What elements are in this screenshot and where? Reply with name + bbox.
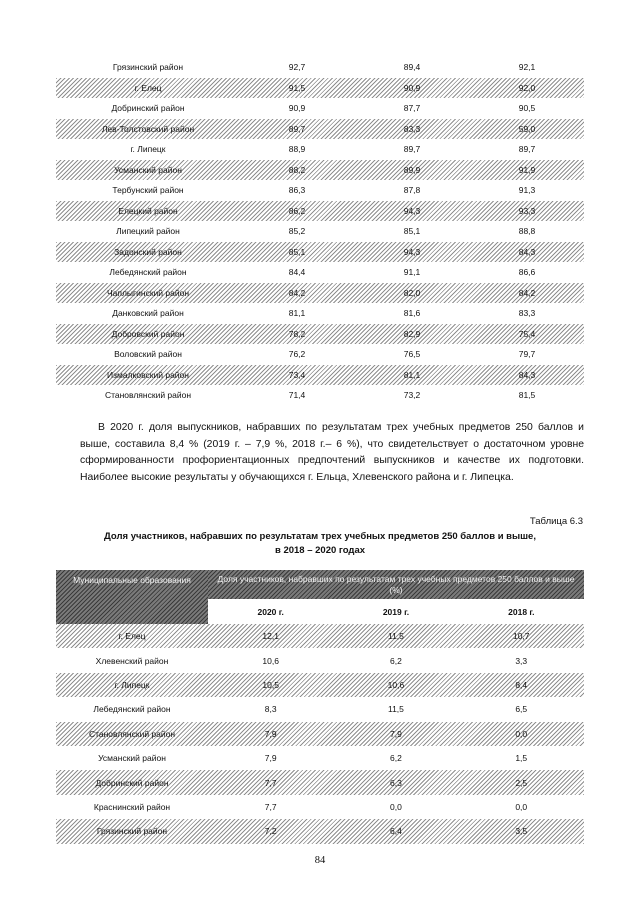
- table-row: [56, 283, 584, 304]
- value-cell: 78,2: [288, 328, 306, 339]
- district-name: г. Липецк: [114, 679, 150, 690]
- district-name: Становлянский район: [88, 728, 176, 739]
- value-cell: 2,5: [515, 777, 528, 788]
- district-name: г. Елец: [134, 82, 162, 93]
- value-cell: 10,5: [262, 679, 279, 690]
- value-cell: 3,5: [515, 826, 528, 837]
- table-row: [56, 242, 584, 263]
- table-row: [56, 648, 584, 672]
- table-row: [56, 722, 584, 746]
- district-name: Грязинский район: [96, 826, 168, 837]
- header-share: Доля участников, набравших по результатам трех учебных предметов 250 баллов и выше (%): [208, 570, 584, 599]
- table-title: [70, 530, 570, 557]
- value-cell: 10,6: [262, 655, 279, 666]
- value-cell: 89,7: [288, 123, 306, 134]
- value-cell: 6,5: [515, 704, 528, 715]
- value-cell: 73,2: [403, 390, 421, 401]
- district-name: Хлевенский район: [95, 655, 169, 666]
- value-cell: 81,1: [288, 308, 306, 319]
- value-cell: 0,0: [515, 801, 528, 812]
- value-cell: 0,0: [390, 801, 402, 812]
- value-cell: 7,9: [264, 753, 277, 764]
- district-name: Лебедянский район: [109, 267, 187, 278]
- value-cell: 81,1: [403, 369, 421, 380]
- value-cell: 11,5: [387, 704, 404, 715]
- district-name: Задонский район: [114, 246, 182, 257]
- table-row: [56, 697, 584, 721]
- table-title-line-1: Доля участников, набравших по результатам трех учебных предметов 250 баллов и выше,: [104, 531, 536, 542]
- value-cell: 83,3: [518, 308, 536, 319]
- value-cell: 79,7: [518, 349, 536, 360]
- value-cell: 6,4: [390, 826, 402, 837]
- value-cell: 87,8: [403, 185, 421, 196]
- value-cell: 85,1: [403, 226, 421, 237]
- table-row: [56, 98, 584, 119]
- district-name: Добринский район: [95, 777, 169, 788]
- value-cell: 76,5: [403, 349, 421, 360]
- table-row: [56, 119, 584, 140]
- table-row: [56, 770, 584, 794]
- table-row: [56, 746, 584, 770]
- value-cell: 0,0: [515, 728, 528, 739]
- table-row: [56, 819, 584, 843]
- table-row: [56, 795, 584, 819]
- header-municipalities: Муниципальные образования: [56, 570, 208, 624]
- value-cell: 71,4: [288, 390, 306, 401]
- value-cell: 75,4: [518, 328, 536, 339]
- value-cell: 94,3: [403, 205, 421, 216]
- value-cell: 7,7: [264, 777, 277, 788]
- value-cell: 84,3: [518, 246, 536, 257]
- value-cell: 92,7: [288, 62, 306, 73]
- district-name: Липецкий район: [116, 226, 180, 237]
- table-label: Таблица 6.3: [529, 516, 583, 527]
- district-name: Данковский район: [112, 308, 184, 319]
- value-cell: 89,9: [403, 164, 421, 175]
- value-cell: 88,2: [288, 164, 306, 175]
- table-row: [56, 344, 584, 365]
- value-cell: 7,2: [264, 826, 277, 837]
- value-cell: 84,2: [288, 287, 306, 298]
- table-row: [56, 180, 584, 201]
- value-cell: 92,1: [518, 62, 536, 73]
- header-year-2020: 2020 г.: [208, 600, 333, 624]
- page-number: 84: [314, 855, 326, 866]
- header-year-2018: 2018 г.: [459, 600, 584, 624]
- value-cell: 7,7: [264, 801, 277, 812]
- district-name: Добровский район: [111, 328, 185, 339]
- value-cell: 8,3: [264, 704, 277, 715]
- value-cell: 89,7: [403, 144, 421, 155]
- value-cell: 91,3: [518, 185, 536, 196]
- header-year-2019: 2019 г.: [333, 600, 458, 624]
- share-250-table: [56, 570, 584, 844]
- value-cell: 86,3: [288, 185, 306, 196]
- value-cell: 88,8: [518, 226, 536, 237]
- table-row: [56, 624, 584, 648]
- district-name: Елецкий район: [118, 205, 178, 216]
- value-cell: 1,5: [515, 753, 528, 764]
- district-name: Лев-Толстовский район: [101, 123, 195, 134]
- value-cell: 88,9: [288, 144, 306, 155]
- value-cell: 6,2: [390, 753, 402, 764]
- value-cell: 7,9: [390, 728, 402, 739]
- value-cell: 90,9: [288, 103, 306, 114]
- district-name: Усманский район: [98, 753, 166, 764]
- district-name: Измалковский район: [107, 369, 189, 380]
- value-cell: 91,5: [288, 82, 306, 93]
- district-name: Лебедянский район: [93, 704, 171, 715]
- results-table: [56, 57, 584, 406]
- value-cell: 91,1: [403, 267, 421, 278]
- value-cell: 84,2: [518, 287, 536, 298]
- value-cell: 92,0: [518, 82, 536, 93]
- value-cell: 76,2: [288, 349, 306, 360]
- district-name: Усманский район: [114, 164, 182, 175]
- value-cell: 82,0: [403, 287, 421, 298]
- value-cell: 10,7: [512, 631, 530, 642]
- table-row: [56, 201, 584, 222]
- value-cell: 84,3: [518, 369, 536, 380]
- header-years: [208, 599, 584, 624]
- value-cell: 81,5: [518, 390, 536, 401]
- district-name: Тербунский район: [112, 185, 184, 196]
- table-body: [56, 624, 584, 844]
- value-cell: 89,7: [518, 144, 536, 155]
- table-header: [56, 570, 584, 624]
- table-row: [56, 78, 584, 99]
- value-cell: 83,3: [403, 123, 421, 134]
- value-cell: 73,4: [288, 369, 306, 380]
- value-cell: 85,1: [288, 246, 306, 257]
- district-name: Становлянский район: [104, 390, 192, 401]
- table-row: [56, 673, 584, 697]
- value-cell: 82,9: [403, 328, 421, 339]
- table-title-line-2: в 2018 – 2020 годах: [274, 544, 366, 556]
- district-name: Краснинский район: [93, 801, 171, 812]
- district-name: Добринский район: [111, 103, 185, 114]
- table-row: [56, 303, 584, 324]
- value-cell: 90,9: [403, 82, 421, 93]
- district-name: Грязинский район: [112, 62, 184, 73]
- district-name: Чаплыгинский район: [106, 287, 190, 298]
- value-cell: 85,2: [288, 226, 306, 237]
- value-cell: 91,9: [518, 164, 536, 175]
- value-cell: 3,3: [515, 655, 528, 666]
- value-cell: 94,3: [403, 246, 421, 257]
- value-cell: 86,6: [518, 267, 536, 278]
- value-cell: 10,6: [387, 679, 405, 690]
- value-cell: 59,0: [518, 123, 536, 134]
- value-cell: 8,4: [515, 679, 528, 690]
- table-row: [56, 160, 584, 181]
- district-name: г. Елец: [118, 631, 146, 642]
- table-row: [56, 262, 584, 283]
- value-cell: 6,3: [390, 777, 402, 788]
- value-cell: 12,1: [262, 631, 279, 642]
- value-cell: 87,7: [403, 103, 421, 114]
- value-cell: 7,9: [264, 728, 277, 739]
- value-cell: 90,5: [518, 103, 536, 114]
- body-paragraph: В 2020 г. доля выпускников, набравших по результатам трех учебных предметов 250 баллов и выше, составила 8,4 % (2019 г. – 7,9 %, 2018 г.– 6 %), что свидетельствует о достаточном уровне сформированности профориентационных предпочтений выпускников и качестве их подготовки. Наиболее высокие результаты у обучающихся г. Ельца, Хлевенского района и г. Липецка.: [80, 422, 584, 483]
- value-cell: 81,6: [403, 308, 421, 319]
- district-name: г. Липецк: [130, 144, 166, 155]
- value-cell: 89,4: [403, 62, 421, 73]
- value-cell: 84,4: [288, 267, 306, 278]
- table-row: [56, 365, 584, 386]
- table-row: [56, 139, 584, 160]
- value-cell: 93,3: [518, 205, 536, 216]
- table-row: [56, 57, 584, 78]
- table-row: [56, 385, 584, 406]
- value-cell: 11,5: [387, 631, 404, 642]
- table-row: [56, 221, 584, 242]
- value-cell: 6,2: [390, 655, 402, 666]
- table-row: [56, 324, 584, 345]
- value-cell: 86,2: [288, 205, 306, 216]
- district-name: Воловский район: [114, 349, 182, 360]
